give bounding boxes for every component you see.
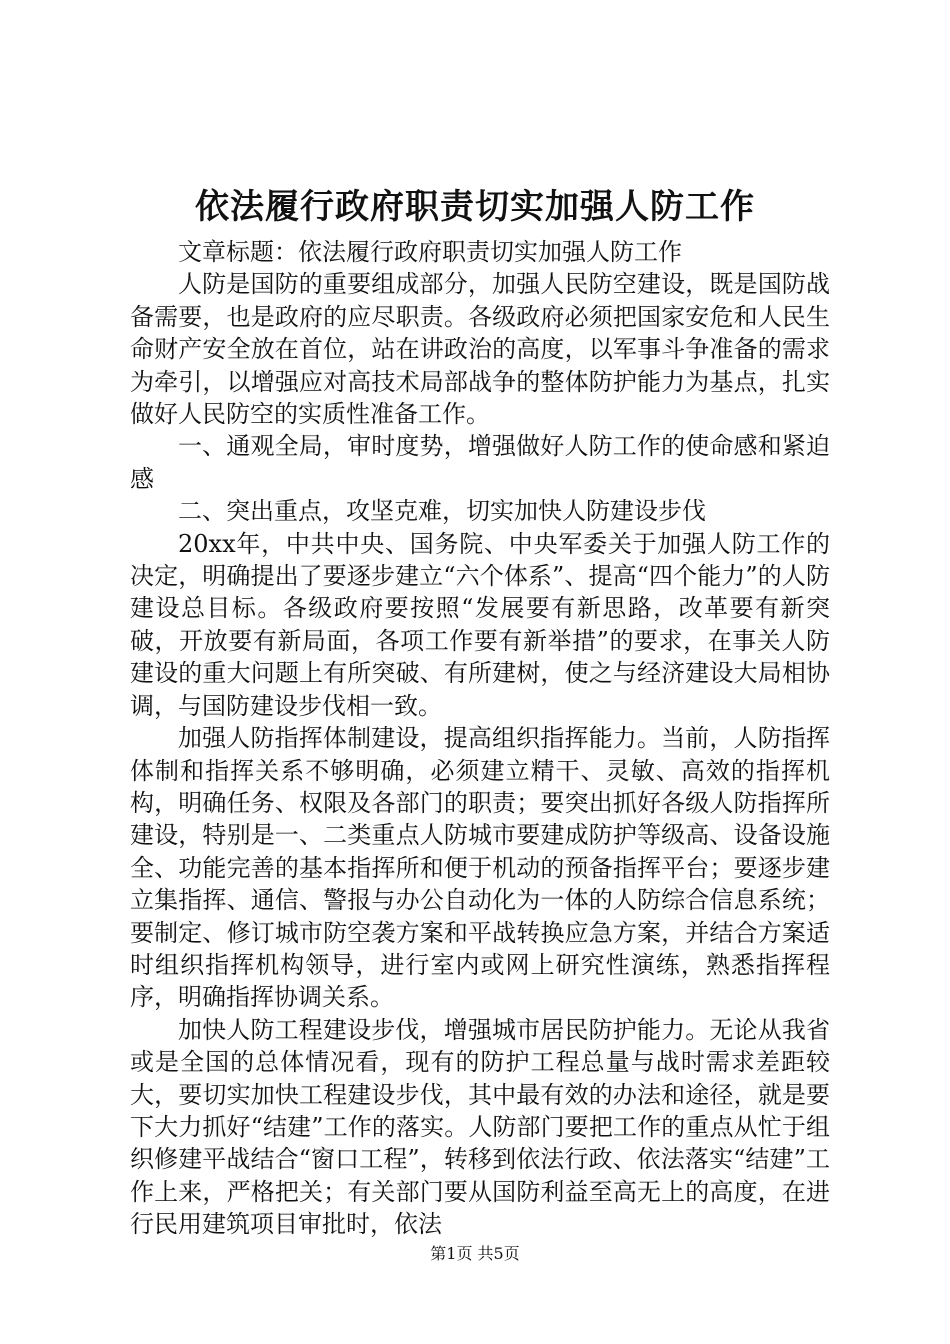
section-heading: 一、通观全局，审时度势，增强做好人防工作的使命感和紧迫感 <box>130 432 830 493</box>
article-title-line: 文章标题：依法履行政府职责切实加强人防工作 <box>178 238 682 266</box>
document-title: 依法履行政府职责切实加强人防工作 <box>195 187 755 227</box>
document-body <box>130 236 830 1241</box>
paragraph: 20xx年，中共中央、国务院、中央军委关于加强人防工作的决定，明确提出了要逐步建立“六个体系”、提高“四个能力”的人防建设总目标。各级政府要按照“发展要有新思路，改革要有新突破，开放要有新局面，各项工作要有新举措”的要求，在事关人防建设的重大问题上有所突破、有所建树，使之与经济建设大局相协调，与国防建设步伐相一致。 <box>130 529 830 720</box>
paragraph: 加快人防工程建设步伐，增强城市居民防护能力。无论从我省或是全国的总体情况看，现有的防护工程总量与战时需求差距较大，要切实加快工程建设步伐，其中最有效的办法和途径，就是要下大力抓好“结建”工作的落实。人防部门要把工作的重点从忙于组织修建平战结合“窗口工程”，转移到依法行政、依法落实“结建”工作上来，严格把关；有关部门要从国防利益至高无上的高度，在进行民用建筑项目审批时，依法 <box>130 1015 830 1239</box>
paragraph: 加强人防指挥体制建设，提高组织指挥能力。当前，人防指挥体制和指挥关系不够明确，必须建立精干、灵敏、高效的指挥机构，明确任务、权限及各部门的职责；要突出抓好各级人防指挥所建设，特别是一、二类重点人防城市要建成防护等级高、设备设施全、功能完善的基本指挥所和便于机动的预备指挥平台；要逐步建立集指挥、通信、警报与办公自动化为一体的人防综合信息系统；要制定、修订城市防空袭方案和平战转换应急方案，并结合方案适时组织指挥机构领导，进行室内或网上研究性演练，熟悉指挥程序，明确指挥协调关系。 <box>130 724 830 1012</box>
page-number: 第1页 共5页 <box>430 1244 520 1263</box>
section-heading: 二、突出重点，攻坚克难，切实加快人防建设步伐 <box>178 497 706 526</box>
paragraph: 人防是国防的重要组成部分，加强人民防空建设，既是国防战备需要，也是政府的应尽职责。各级政府必须把国家安危和人民生命财产安全放在首位，站在讲政治的高度，以军事斗争准备的需求为牵引，以增强应对高技术局部战争的整体防护能力为基点，扎实做好人民防空的实质性准备工作。 <box>130 270 830 429</box>
